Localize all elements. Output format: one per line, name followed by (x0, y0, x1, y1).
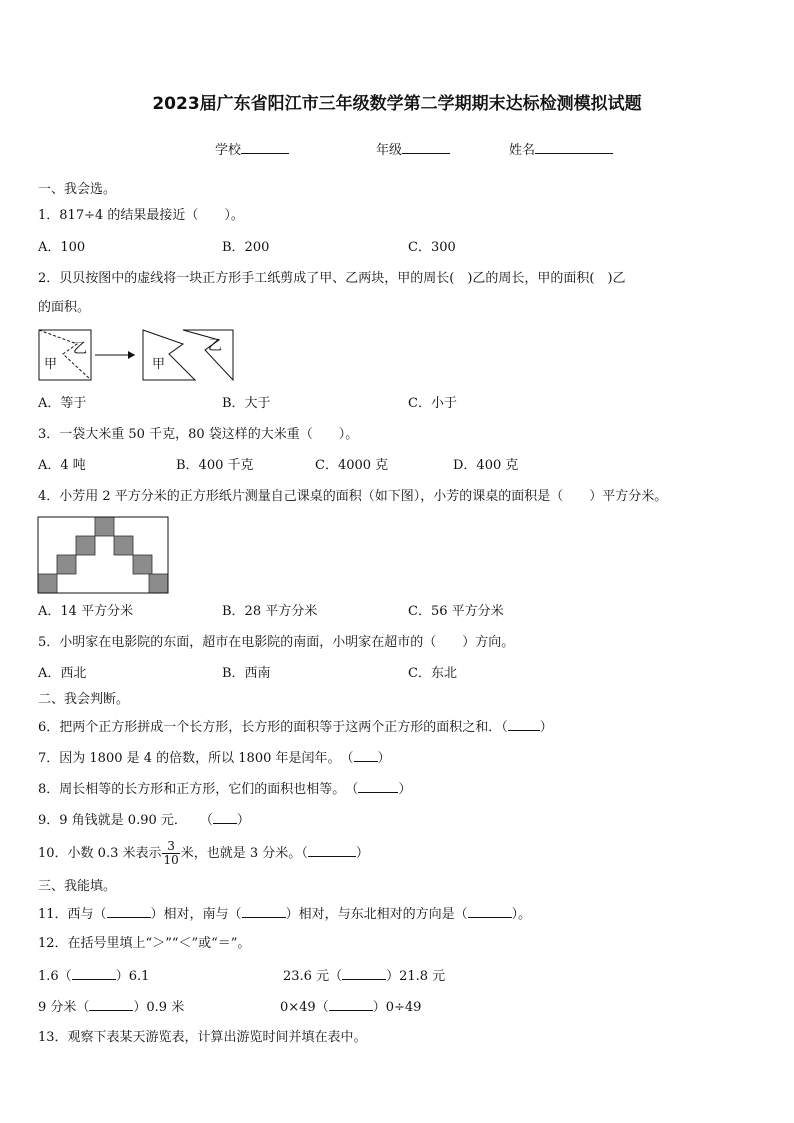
q12-compare-1: 1.6（ ）6.1 (38, 969, 150, 984)
q1-option-a[interactable]: A．100 (38, 240, 86, 255)
question-2-line1: 2．贝贝按图中的虚线将一块正方形手工纸剪成了甲、乙两块，甲的周长( )乙的周长，甲的面积( )乙 (38, 271, 626, 286)
q1-option-c[interactable]: C．300 (408, 240, 456, 255)
section-heading-1: 一、我会选。 (38, 182, 117, 197)
q9-answer-blank[interactable] (213, 811, 237, 824)
q11-blank-1[interactable] (107, 905, 151, 918)
q2-label-yi-right: 乙 (208, 338, 222, 354)
question-4: 4．小芳用 2 平方分米的正方形纸片测量自己课桌的面积（如下图），小芳的课桌的面积是（ ）平方分米。 (38, 489, 668, 504)
name-field: 姓名 (509, 141, 613, 159)
question-7: 7．因为 1800 是 4 的倍数，所以 1800 年是闰年。 （ ） (38, 751, 391, 766)
question-1: 1．817÷4 的结果最接近（ ）。 (38, 208, 244, 223)
q5-option-b[interactable]: B．西南 (222, 666, 271, 681)
q2-cut-figure (37, 328, 237, 384)
name-blank[interactable] (535, 141, 613, 154)
q2-option-b[interactable]: B．大于 (222, 396, 271, 411)
school-field: 学校 (215, 141, 289, 159)
q2-label-jia-right: 甲 (152, 357, 166, 372)
section-heading-3: 三、我能填。 (38, 879, 117, 894)
q4-option-c[interactable]: C．56 平方分米 (408, 604, 504, 619)
q7-answer-blank[interactable] (354, 749, 378, 762)
grade-field: 年级 (376, 141, 450, 159)
q2-option-a[interactable]: A．等于 (38, 396, 87, 411)
grade-blank[interactable] (402, 141, 450, 154)
q6-answer-blank[interactable] (508, 718, 540, 731)
q12-blank-1[interactable] (72, 967, 116, 980)
question-12: 12．在括号里填上“＞”“＜”或“＝”。 (38, 936, 251, 951)
question-9: 9．9 角钱就是 0.90 元． （ ） (38, 813, 250, 828)
q3-option-d[interactable]: D．400 克 (453, 458, 519, 473)
question-10: 10．小数 0.3 米表示 $\frac{3}{10}$ 米，也就是 3 分米。（ ） (38, 839, 369, 867)
q12-compare-2: 23.6 元（ ）21.8 元 (283, 969, 446, 984)
question-5: 5．小明家在电影院的东面，超市在电影院的南面，小明家在超市的（ ）方向。 (38, 635, 515, 650)
question-2-line2: 的面积。 (38, 300, 91, 315)
question-3: 3．一袋大米重 50 千克，80 袋这样的大米重（ ）。 (38, 427, 359, 442)
q12-compare-3: 9 分米（ ）0.9 米 (38, 1000, 185, 1015)
fraction-3-10: $\frac{3}{10}$ (163, 839, 179, 867)
q10-answer-blank[interactable] (308, 844, 356, 857)
question-8: 8．周长相等的长方形和正方形，它们的面积也相等。 （ ） (38, 782, 412, 797)
q5-option-c[interactable]: C．东北 (408, 666, 457, 681)
q4-option-a[interactable]: A．14 平方分米 (38, 604, 134, 619)
q1-option-b[interactable]: B．200 (222, 240, 270, 255)
q2-option-c[interactable]: C．小于 (408, 396, 457, 411)
q5-option-a[interactable]: A．西北 (38, 666, 87, 681)
q12-blank-2[interactable] (342, 967, 386, 980)
q11-blank-2[interactable] (242, 905, 286, 918)
q12-compare-4: 0×49（ ）0÷49 (280, 1000, 422, 1015)
q3-option-c[interactable]: C．4000 克 (315, 458, 389, 473)
q12-blank-4[interactable] (329, 998, 373, 1011)
q4-option-b[interactable]: B．28 平方分米 (222, 604, 318, 619)
question-13: 13．观察下表某天游览表，计算出游览时间并填在表中。 (38, 1030, 367, 1045)
q12-blank-3[interactable] (89, 998, 133, 1011)
section-heading-2: 二、我会判断。 (38, 692, 130, 707)
school-blank[interactable] (241, 141, 289, 154)
question-11: 11．西与（ ）相对，南与（ ）相对，与东北相对的方向是（ ）。 (38, 907, 532, 922)
question-6: 6．把两个正方形拼成一个长方形，长方形的面积等于这两个正方形的面积之和．（ ） (38, 720, 553, 735)
q8-answer-blank[interactable] (358, 780, 398, 793)
q11-blank-3[interactable] (468, 905, 512, 918)
q3-option-b[interactable]: B．400 千克 (176, 458, 254, 473)
q2-label-yi-left: 乙 (73, 341, 87, 357)
q4-desk-figure (37, 516, 169, 594)
q2-label-jia-left: 甲 (44, 357, 58, 372)
q3-option-a[interactable]: A．4 吨 (38, 458, 86, 473)
page-title: 2023届广东省阳江市三年级数学第二学期期末达标检测模拟试题 (152, 94, 642, 114)
